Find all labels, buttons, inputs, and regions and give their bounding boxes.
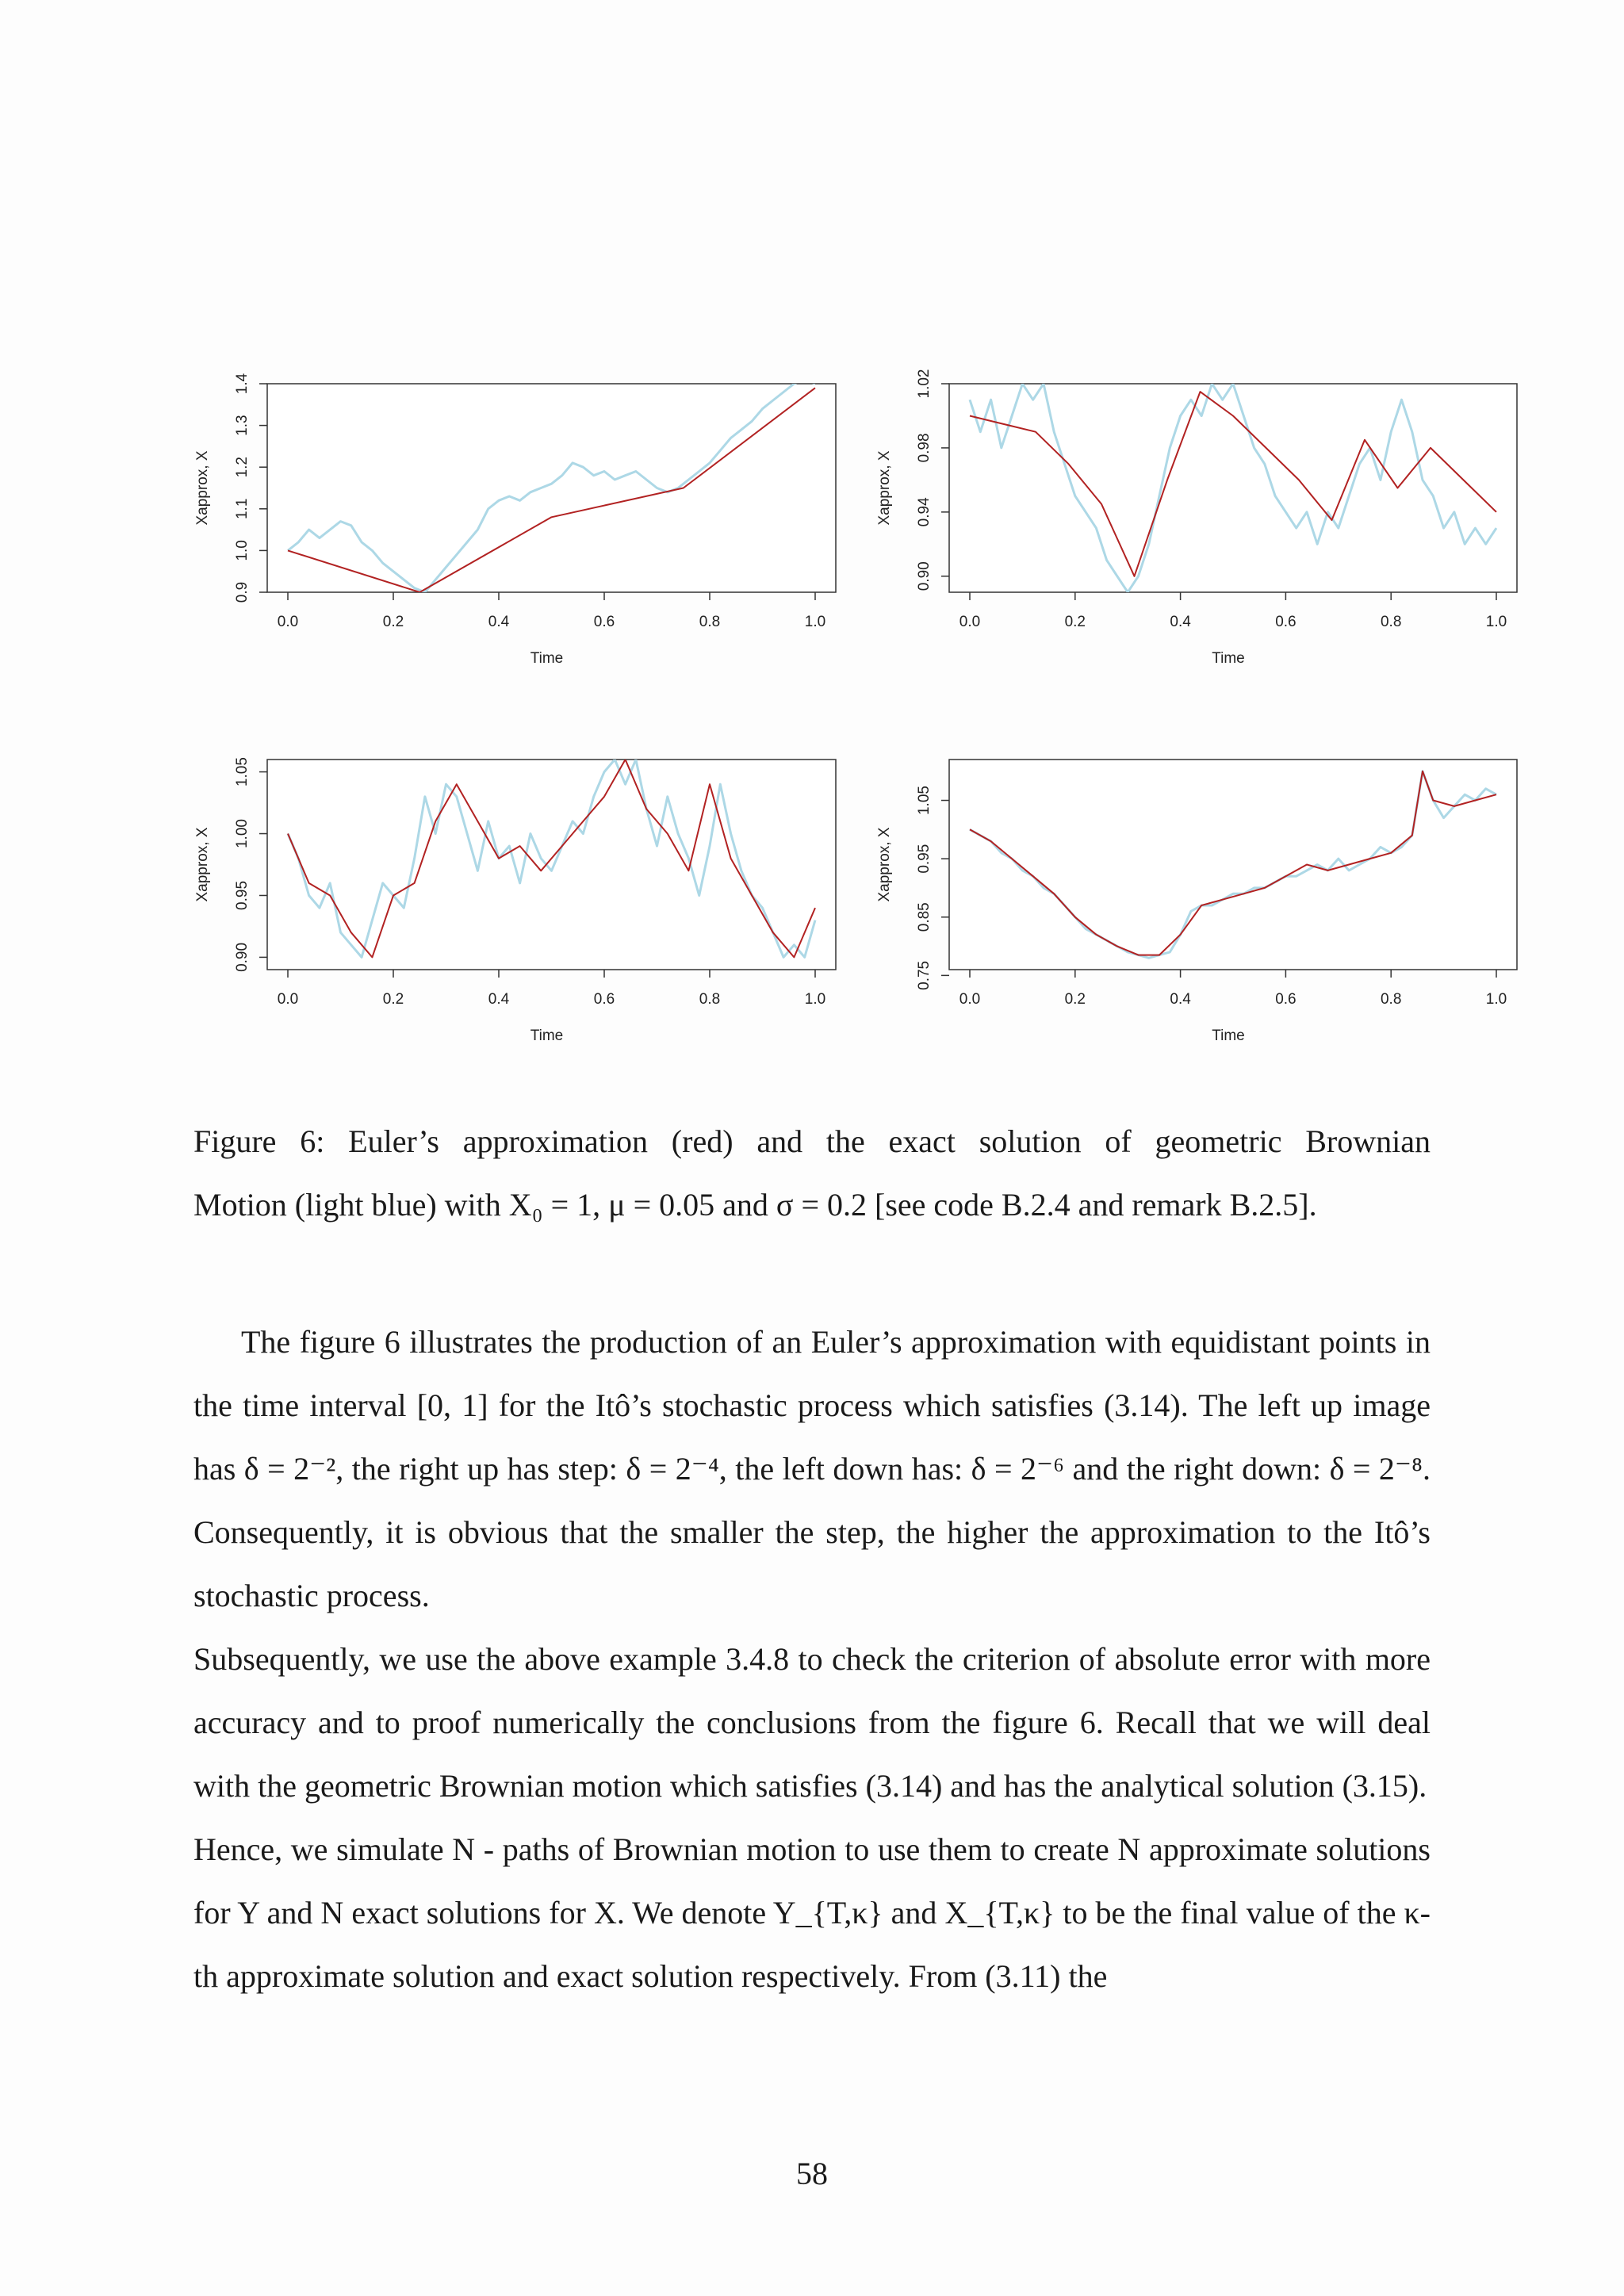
x-tick-label: 1.0 [1485,991,1507,1008]
x-axis-label: Time [1212,1027,1245,1044]
x-axis-label: Time [530,1027,564,1044]
x-axis [959,592,1507,630]
x-tick-label: 0.0 [277,991,299,1008]
x-tick-label: 1.0 [804,991,826,1008]
x-axis [278,970,825,1008]
x-tick-label: 0.0 [277,614,299,630]
x-tick-label: 0.4 [488,991,510,1008]
y-axis [916,786,949,990]
x-tick-label: 0.8 [699,991,721,1008]
x-axis [278,592,825,630]
y-tick-label: 0.95 [234,880,251,910]
paragraph-2: Subsequently, we use the above example 3.4.8 to check the criterion of absolute error with more accuracy and to proof numerically the conclusions from the figure 6. Recall that we will deal with the geometric Brownian motion which satisfies (3.14) and has the analytical solution (3.15). [193,1641,1431,1804]
x-tick-label: 1.0 [1485,614,1507,630]
paragraph-1: The figure 6 illustrates the production of an Euler’s approximation with equidistant points in the time interval [0, 1] for the Itô’s stochastic process which satisfies (3.14). The left up image has δ = 2⁻², the right up has step: δ = 2⁻⁴, the left down has: δ = 2⁻⁶ and the right down: δ = 2⁻⁸. Consequently, it is obvious that the smaller the step, the higher the approximation to the Itô’s stochastic process. [193,1324,1431,1613]
y-axis-label: Xapprox, X [194,450,211,526]
x-tick-label: 0.8 [1380,614,1402,630]
x-tick-label: 0.8 [1380,991,1402,1008]
y-tick-label: 1.05 [916,786,933,816]
y-tick-label: 1.02 [916,369,933,399]
y-axis-label: Xapprox, X [876,450,893,526]
y-tick-label: 0.90 [234,942,251,972]
figure-caption-line-1: Figure 6: Euler’s approximation (red) and the exact solution of geometric Brownian [193,1123,1431,1159]
x-tick-label: 0.6 [593,614,615,630]
y-tick-label: 1.1 [234,498,251,520]
x-axis [959,970,1507,1008]
plot-frame [267,760,836,970]
plot-frame [949,760,1517,970]
y-tick-label: 1.4 [234,373,251,395]
x-tick-label: 0.2 [1064,614,1086,630]
y-tick-label: 0.98 [916,433,933,463]
y-tick-label: 1.05 [234,757,251,787]
figure-6 [0,0,1624,1078]
x-tick-label: 0.2 [382,614,404,630]
y-tick-label: 1.00 [234,819,251,849]
x-axis-label: Time [530,650,564,667]
y-tick-label: 0.75 [916,960,933,990]
y-tick-label: 1.3 [234,415,251,436]
x-tick-label: 1.0 [804,614,826,630]
figure-6-panels [0,0,1624,1078]
x-tick-label: 0.6 [1275,991,1297,1008]
chart-panel-3 [194,757,836,1044]
figure-caption-line-2: Motion (light blue) with X₀ = 1, μ = 0.05 and σ = 0.2 [see code B.2.4 and remark B.2.5]. [193,1187,1317,1223]
y-tick-label: 1.0 [234,540,251,561]
y-axis [234,373,267,603]
x-tick-label: 0.8 [699,614,721,630]
x-tick-label: 0.4 [1170,991,1191,1008]
paragraph-3: Hence, we simulate N - paths of Brownian motion to use them to create N approximate solutions for Y and N exact solutions for X. We denote Y_{T,κ} and X_{T,κ} to be the final value of the κ-th approximate solution and exact solution respectively. From (3.11) the [193,1831,1431,1994]
y-axis-label: Xapprox, X [876,827,893,902]
x-tick-label: 0.2 [382,991,404,1008]
page-number: 58 [796,2156,828,2191]
x-axis-label: Time [1212,650,1245,667]
chart-panel-2 [876,369,1517,667]
y-tick-label: 0.95 [916,844,933,874]
y-axis-label: Xapprox, X [194,827,211,902]
y-tick-label: 0.94 [916,497,933,527]
chart-panel-4 [876,760,1517,1044]
chart-panel-1 [194,373,836,667]
body-text [193,1311,1431,2008]
x-tick-label: 0.0 [959,991,981,1008]
y-tick-label: 0.85 [916,902,933,932]
y-tick-label: 1.2 [234,456,251,478]
x-tick-label: 0.6 [593,991,615,1008]
x-tick-label: 0.4 [1170,614,1191,630]
y-axis [234,757,267,972]
x-tick-label: 0.0 [959,614,981,630]
y-tick-label: 0.90 [916,561,933,591]
y-axis [916,369,949,591]
x-tick-label: 0.2 [1064,991,1086,1008]
plot-frame [267,384,836,592]
y-tick-label: 0.9 [234,581,251,603]
x-tick-label: 0.6 [1275,614,1297,630]
x-tick-label: 0.4 [488,614,510,630]
